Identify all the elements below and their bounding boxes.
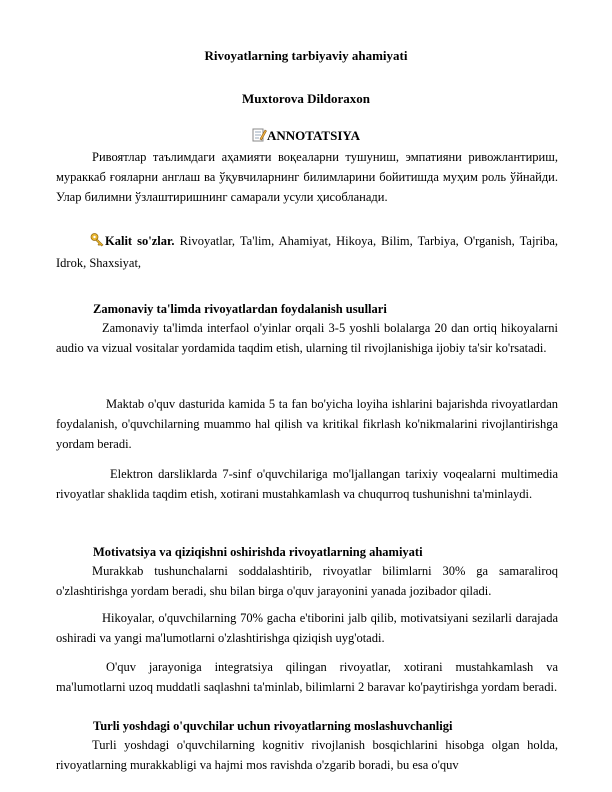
section-2-paragraph-1 [56, 561, 558, 601]
section-2-paragraph-2 [56, 608, 558, 648]
keywords-paragraph [56, 231, 558, 273]
paragraph-text: Maktab o'quv dasturida kamida 5 ta fan bo'yicha loyiha ishlarini bajarishda rivoyatlardan foydalanish, o'quvchilarning muammo hal qilish va kritikal fikrlash ko'nikmalarini rivojlantirishga yordam beradi. [56, 397, 558, 451]
section-2-paragraph-3 [56, 657, 558, 697]
keywords-label: Kalit so'zlar. [105, 234, 175, 248]
document-title: Rivoyatlarning tarbiyaviy ahamiyati [204, 48, 408, 63]
paragraph-text: Hikoyalar, o'quvchilarning 70% gacha e'tiborini jalb qilib, motivatsiyani sezilarli darajada oshiradi va yangi ma'lumotlarni o'zlashtirishga qiziqish uyg'otadi. [56, 611, 558, 645]
paragraph-text: Turli yoshdagi o'quvchilarning kognitiv rivojlanish bosqichlarini hisobga olgan holda, rivoyatlarning murakkabligi va hajmi mos ravishda o'zgarib boradi, bu esa o'quv [56, 738, 558, 772]
paragraph-text: Zamonaviy ta'limda interfaol o'yinlar orqali 3-5 yoshli bolalarga 20 dan ortiq hikoyalarni audio va vizual vositalar yordamida taqdim etish, ularning til rivojlanishiga ijobiy ta'sir ko'rsatadi. [56, 321, 558, 355]
keywords-list: Rivoyatlar, Ta'lim, Ahamiyat, Hikoya, Bilim, Tarbiya, O'rganish, Tajriba, Idrok, Shaxsiyat, [56, 234, 559, 270]
memo-icon [252, 127, 267, 146]
section-heading-3: Turli yoshdagi o'quvchilar uchun rivoyatlarning moslashuvchanligi [93, 719, 453, 733]
section-heading-2: Motivatsiya va qiziqishni oshirishda rivoyatlarning ahamiyati [93, 545, 423, 559]
paragraph-text: Murakkab tushunchalarni soddalashtirib, rivoyatlar bilimlarni 30% ga samaraliroq o'zlashtirishga yordam beradi, shu bilan birga o'quv jarayonini yanada jozibador qiladi. [56, 564, 558, 598]
author-name: Muxtorova Dildoraxon [242, 91, 370, 106]
paragraph-text: O'quv jarayoniga integratsiya qilingan rivoyatlar, xotirani mustahkamlash va ma'lumotlarni uzoq muddatli saqlashni ta'minlab, bilimlarni 2 baravar ko'paytirishga yordam beradi. [56, 660, 558, 694]
section-1-paragraph-1 [56, 318, 558, 358]
section-1-paragraph-2 [56, 394, 558, 454]
section-heading-1: Zamonaviy ta'limda rivoyatlardan foydalanish usullari [93, 302, 387, 316]
paragraph-text: Elektron darsliklarda 7-sinf o'quvchilariga mo'ljallangan tarixiy voqealarni multimedia rivoyatlar shaklida taqdim etish, xotirani mustahkamlash va chuqurroq tushunishni ta'minlaydi. [56, 467, 558, 501]
section-3-paragraph-1 [56, 735, 558, 775]
annotation-body: Ривоятлар таълимдаги аҳамияти воқеаларни тушуниш, эмпатияни ривожлантириш, мураккаб ғояларни англаш ва ўқувчиларнинг билимларини бойитишда муҳим роль ўйнайди. Улар билимни ўзлаштиришнинг самарали усули ҳисобланади. [56, 150, 558, 204]
annotation-heading-row [0, 127, 612, 146]
annotation-text [56, 147, 558, 207]
annotation-heading: ANNOTATSIYA [267, 128, 360, 143]
key-icon [90, 232, 105, 253]
section-1-paragraph-3 [56, 464, 558, 504]
